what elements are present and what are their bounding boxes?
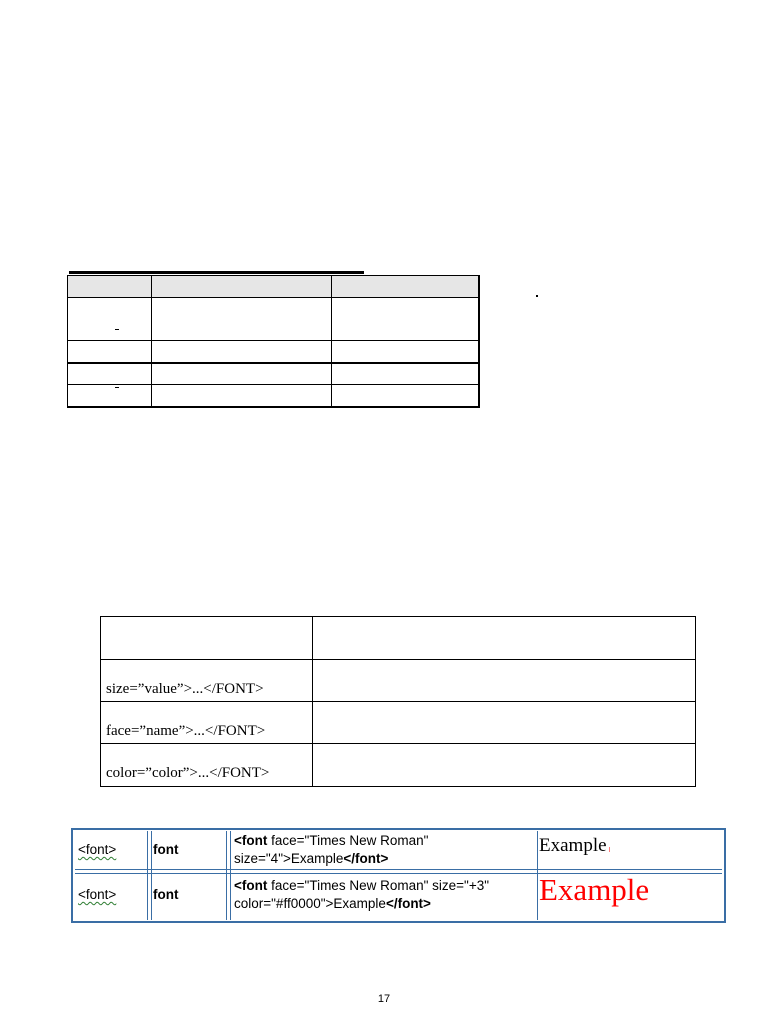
table3-row-name: font (153, 887, 179, 902)
table3 (71, 828, 726, 923)
table1-border (331, 275, 332, 408)
table3-row-tag (78, 886, 116, 904)
page-number: 17 (377, 993, 391, 1005)
table1-header-cell (332, 276, 478, 297)
table2-row-tag: color=”color”>...</FONT> (106, 765, 270, 781)
table3-row-example: Example (539, 872, 650, 907)
table3-row-code (234, 877, 489, 913)
table3-row-tag-text: <font> (78, 887, 117, 902)
table1-header-cell (68, 276, 151, 297)
table3-row-code (234, 832, 428, 868)
table3-row-tag (78, 841, 116, 859)
table3-border (230, 831, 231, 920)
code-close-tag: </font> (385, 896, 431, 911)
table3-row-tag-text: <font> (78, 842, 117, 857)
table1-header-cell (152, 276, 331, 297)
table2 (100, 616, 696, 787)
table1-border (67, 275, 68, 408)
table1-top-rule (69, 271, 364, 274)
table1-border (67, 362, 480, 364)
code-attributes: face="Times New Roman" size="+3" (267, 878, 490, 893)
table2-border (100, 786, 696, 787)
table1-border (478, 275, 480, 408)
code-attributes-line2: size="4">Example (234, 851, 344, 866)
table3-border (151, 831, 152, 920)
table1-border (151, 275, 152, 408)
code-close-tag: </font> (343, 851, 389, 866)
code-attributes: face="Times New Roman" (267, 833, 429, 848)
table3-border (71, 921, 726, 923)
table3-border (75, 869, 722, 870)
table1-border (67, 297, 480, 298)
table2-border (100, 701, 696, 702)
table1-border (67, 275, 480, 276)
table1-border (67, 340, 480, 341)
stray-mark (536, 295, 538, 297)
table3-row-example: Example (539, 835, 607, 856)
code-open-tag: <font (234, 833, 268, 848)
table1-border (67, 384, 480, 385)
code-attributes-line2: color="#ff0000">Example (234, 896, 386, 911)
table1-mark (115, 387, 119, 388)
table2-border (100, 616, 696, 617)
table3-border (147, 831, 148, 920)
table3-border (724, 828, 726, 923)
table3-border (537, 831, 538, 920)
table2-row-tag: size=”value”>...</FONT> (106, 681, 264, 697)
code-open-tag: <font (234, 878, 268, 893)
table2-border (100, 743, 696, 744)
table3-row-name: font (153, 842, 179, 857)
table2-border (100, 659, 696, 660)
table1-mark (115, 329, 119, 330)
table2-row-tag: face=”name”>...</FONT> (106, 723, 266, 739)
table3-border (71, 828, 73, 923)
table1-border (67, 406, 480, 408)
table3-border (226, 831, 227, 920)
table3-border (71, 828, 726, 830)
table1 (67, 275, 480, 408)
squiggle-mark (609, 847, 610, 852)
